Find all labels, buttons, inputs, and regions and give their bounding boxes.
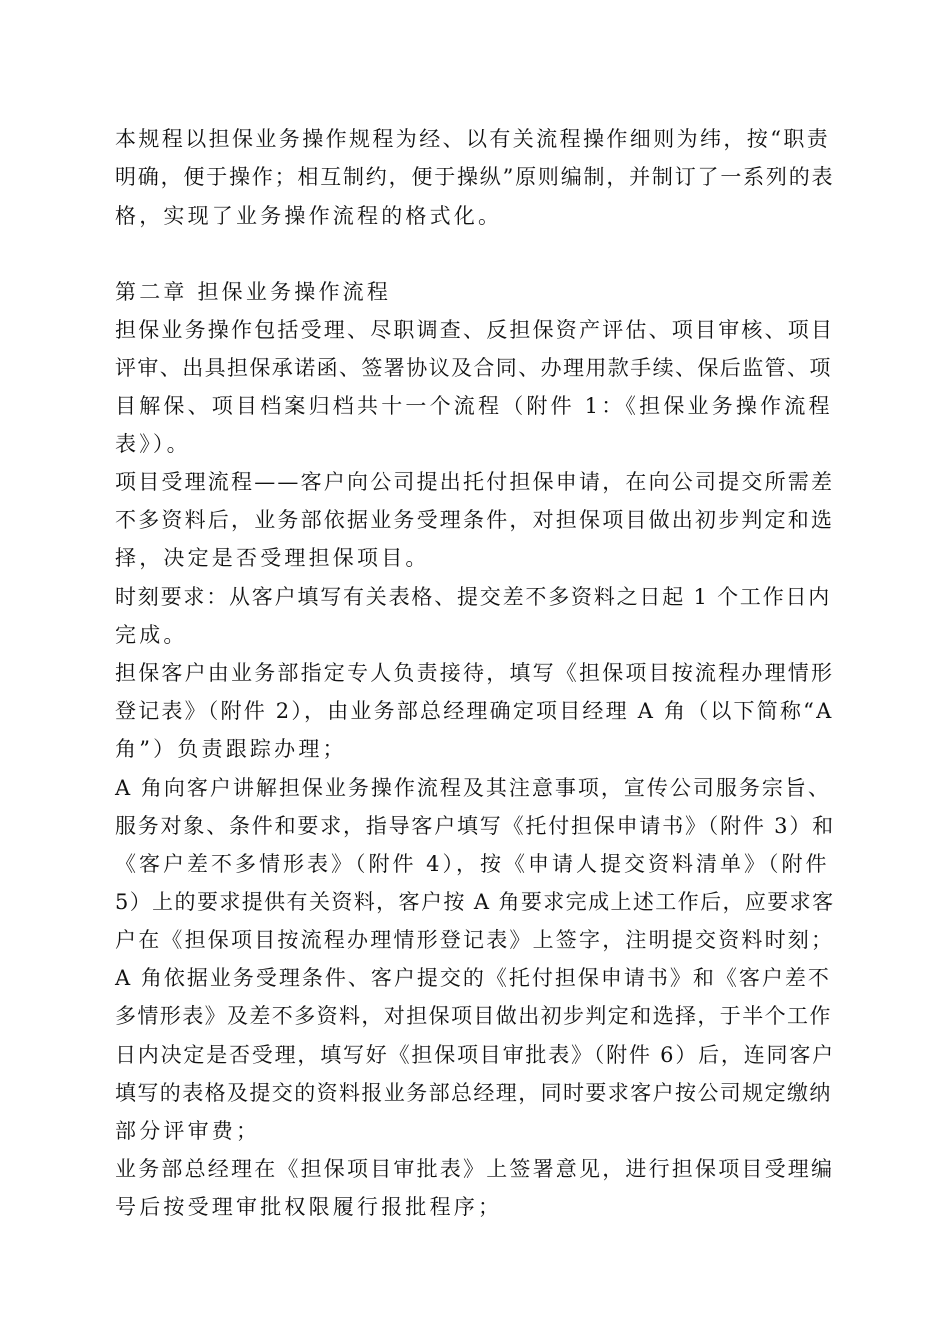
text-line: 户在《担保项目按流程办理情形登记表》上签字，注明提交资料时刻； (115, 928, 835, 952)
text-line: 目解保、项目档案归档共十一个流程（附件 1：《担保业务操作流程 (115, 394, 833, 418)
text-line: 表》）。 (115, 432, 191, 456)
text-line: 本规程以担保业务操作规程为经、以有关流程操作细则为纬，按“职责 (115, 127, 831, 151)
text-line: 角”）负责跟踪办理； (115, 737, 347, 761)
text-line: 服务对象、条件和要求，指导客户填写《托付担保申请书》（附件 3）和 (115, 814, 835, 838)
text-line: 格，实现了业务操作流程的格式化。 (115, 204, 503, 228)
text-line: A 角依据业务受理条件、客户提交的《托付担保申请书》和《客户差不 (115, 966, 831, 990)
text-line: 登记表》（附件 2），由业务部总经理确定项目经理 A 角（以下简称“A (115, 699, 834, 723)
chapter-heading: 第二章 担保业务操作流程 (115, 280, 392, 304)
text-line: 完成。 (115, 623, 188, 647)
text-line: 号后按受理审批权限履行报批程序； (115, 1195, 503, 1219)
text-line: 时刻要求：从客户填写有关表格、提交差不多资料之日起 1 个工作日内 (115, 585, 832, 609)
text-line: A 角向客户讲解担保业务操作流程及其注意事项，宣传公司服务宗旨、 (115, 776, 831, 800)
text-line: 担保业务操作包括受理、尽职调查、反担保资产评估、项目审核、项目 (115, 318, 835, 342)
text-line: 项目受理流程——客户向公司提出托付担保申请，在向公司提交所需差 (115, 470, 835, 494)
text-line: 评审、出具担保承诺函、签署协议及合同、办理用款手续、保后监管、项 (115, 356, 832, 380)
text-line: 担保客户由业务部指定专人负责接待，填写《担保项目按流程办理情形 (115, 661, 835, 685)
text-line: 部分评审费； (115, 1119, 261, 1143)
text-line: 明确，便于操作；相互制约，便于操纵”原则编制，并制订了一系列的表 (115, 165, 835, 189)
text-line: 择，决定是否受理担保项目。 (115, 546, 430, 570)
text-line: 业务部总经理在《担保项目审批表》上签署意见，进行担保项目受理编 (115, 1157, 835, 1181)
text-line: 多情形表》及差不多资料，对担保项目做出初步判定和选择，于半个工作 (115, 1004, 832, 1028)
text-line: 不多资料后，业务部依据业务受理条件，对担保项目做出初步判定和选 (115, 508, 835, 532)
text-line: 日内决定是否受理，填写好《担保项目审批表》（附件 6）后，连同客户 (115, 1043, 835, 1067)
text-line: 填写的表格及提交的资料报业务部总经理，同时要求客户按公司规定缴纳 (115, 1081, 832, 1105)
text-line: 5）上的要求提供有关资料，客户按 A 角要求完成上述工作后，应要求客 (115, 890, 835, 914)
text-line: 《客户差不多情形表》（附件 4），按《申请人提交资料清单》（附件 (115, 852, 830, 876)
